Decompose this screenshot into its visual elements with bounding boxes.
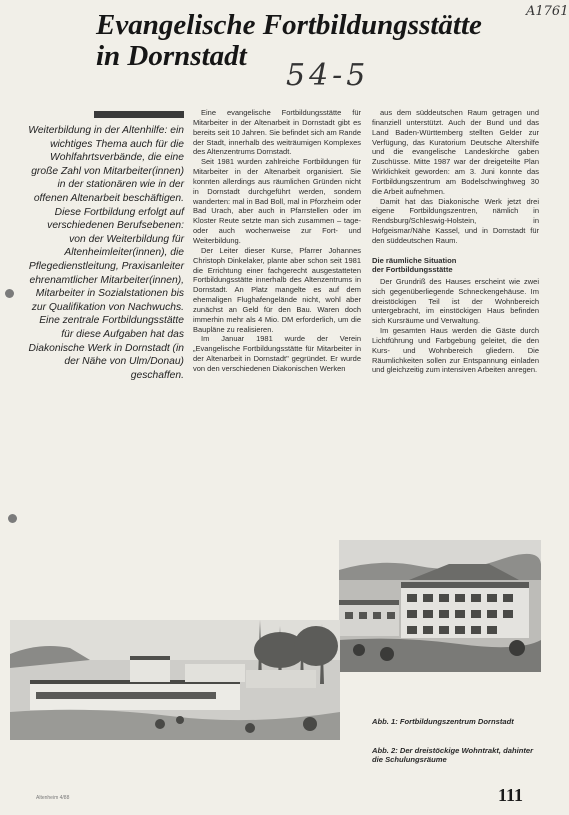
column-2 [193,108,361,374]
column-3 [372,108,539,375]
section-paragraph: Im gesamten Haus werden die Gäste durch Lichtführung und Farbgebung geleitet, die den Kurs- und Wohnbereich gliedern. Die Räumlichkeiten sollen zur Entspannung einladen und gleichzeitig zum intensiven Arbeiten anregen. [372,326,539,375]
photo-residential-wing-image [339,540,541,672]
photo-training-center-image [10,620,340,740]
corner-mark: A1761 [526,4,569,19]
col2-paragraph: Der Leiter dieser Kurse, Pfarrer Johannes Christoph Dinkelaker, plante aber schon seit 1981 die Errichtung einer fachgerecht ausgestatteten Fortbildungsstätte innerhalb des Altenzentrums in Dornstadt. An Platz mangelte es auf dem ehemaligen Flughafengelände nicht, wohl aber zunächst an Geld für den Bau. Waren doch immerhin mehr als 4 Mio. DM erforderlich, um die Baupläne zu realisieren. [193,245,361,334]
intro-bar [94,111,184,118]
col2-paragraph: Seit 1981 wurden zahlreiche Fortbildungen für Mitarbeiter in der Altenarbeit organisiert. Sie konnten allerdings aus räumlichen Gründen nicht in Dornstadt durchgeführt werden, sondern wanderten: mal in Bad Boll, mal in Pforzheim oder Bad Urach, aber auch in Pfarrstellen oder im Kloster Reute setzte man sich zusammen – tage- oder auch wochenweise zur Fort- und Weiterbildung. [193,157,361,245]
col3-paragraph: aus dem süddeutschen Raum getragen und finanziell unterstützt. Auch der Bund und das Land Baden-Württemberg stellten Gelder zur Verfügung, das Kuratorium Deutsche Altershilfe und die evangelische Landeskirche gaben Zuschüsse. Mitte 1987 war der dreigeteilte Plan Wirklichkeit geworden: am 3. Juni konnte das Fortbildungszentrum am Bodelschwinghweg 30 die Arbeit aufnehmen. [372,108,539,196]
photo-training-center [10,620,340,740]
section-paragraph: Der Grundriß des Hauses erscheint wie zwei sich gegenüberliegende Schneckengehäuse. Im dreistöckigen Teil ist der Wohnbereich untergebracht, im einstöckigen Haus befinden sich Kursräume und Verwaltung. [372,276,539,326]
col2-paragraph: Im Januar 1981 wurde der Verein „Evangelische Fortbildungsstätte für Mitarbeiter in der Altenarbeit in Dornstadt" gegründet. Er wurde von den verschiedenen Diakonischen Werken [193,334,361,373]
photo-residential-wing [339,540,541,672]
section-heading: Die räumliche Situation der Fortbildungsstätte [372,255,457,275]
intro-text: Weiterbildung in der Altenhilfe: ein wichtiges Thema auch für die Wohlfahrtsverbände, die eine große Zahl von Mitarbeiter(innen) in der stationären wie in der offenen Altenarbeit beschäftigen. Diese Fortbildung erfolgt auf verschiedenen Berufsebenen: von der Weiterbildung für Altenheimleiter(innen), die Pflegedienstleitung, Praxisanleiter ehrenamtlicher Mitarbeiter(innen), Mitarbeiter in Sozialstationen bis zur Qualifikation von Nachwuchs. Eine zentrale Fortbildungsstätte für diese Aufgaben hat das Diakonische Werk in Dornstadt (in der Nähe von Ulm/Donau) geschaffen. [28,125,184,381]
handwritten-note: 54-5 [286,58,370,93]
punch-hole [5,289,14,298]
col3-paragraph: Damit hat das Diakonische Werk jetzt drei eigene Fortbildungszentren, nämlich in Rendsburg/Schleswig-Holstein, in Hofgeismar/Nähe Kassel, und in Dornstadt für den süddeutschen Raum. [372,196,539,245]
footer-small-print: Altenheim 4/88 [36,795,70,801]
title-line-1: Evangelische Fortbildungsstätte [96,9,482,41]
title-line-2: in Dornstadt [96,40,247,72]
page-number: 111 [498,785,524,805]
punch-hole [8,514,17,523]
caption-figure-2: Abb. 2: Der dreistöckige Wohntrakt, dahinter die Schulungsräume [372,746,534,765]
col2-paragraph: Eine evangelische Fortbildungsstätte für Mitarbeiter in der Altenarbeit in Dornstadt gibt es bereits seit 10 Jahren. Sie befindet sich am Rande der Stadt, innerhalb des weiträumigen Komplexes des Altenzentrums Dornstadt. [193,108,361,157]
caption-figure-1: Abb. 1: Fortbildungszentrum Dornstadt [372,717,514,726]
